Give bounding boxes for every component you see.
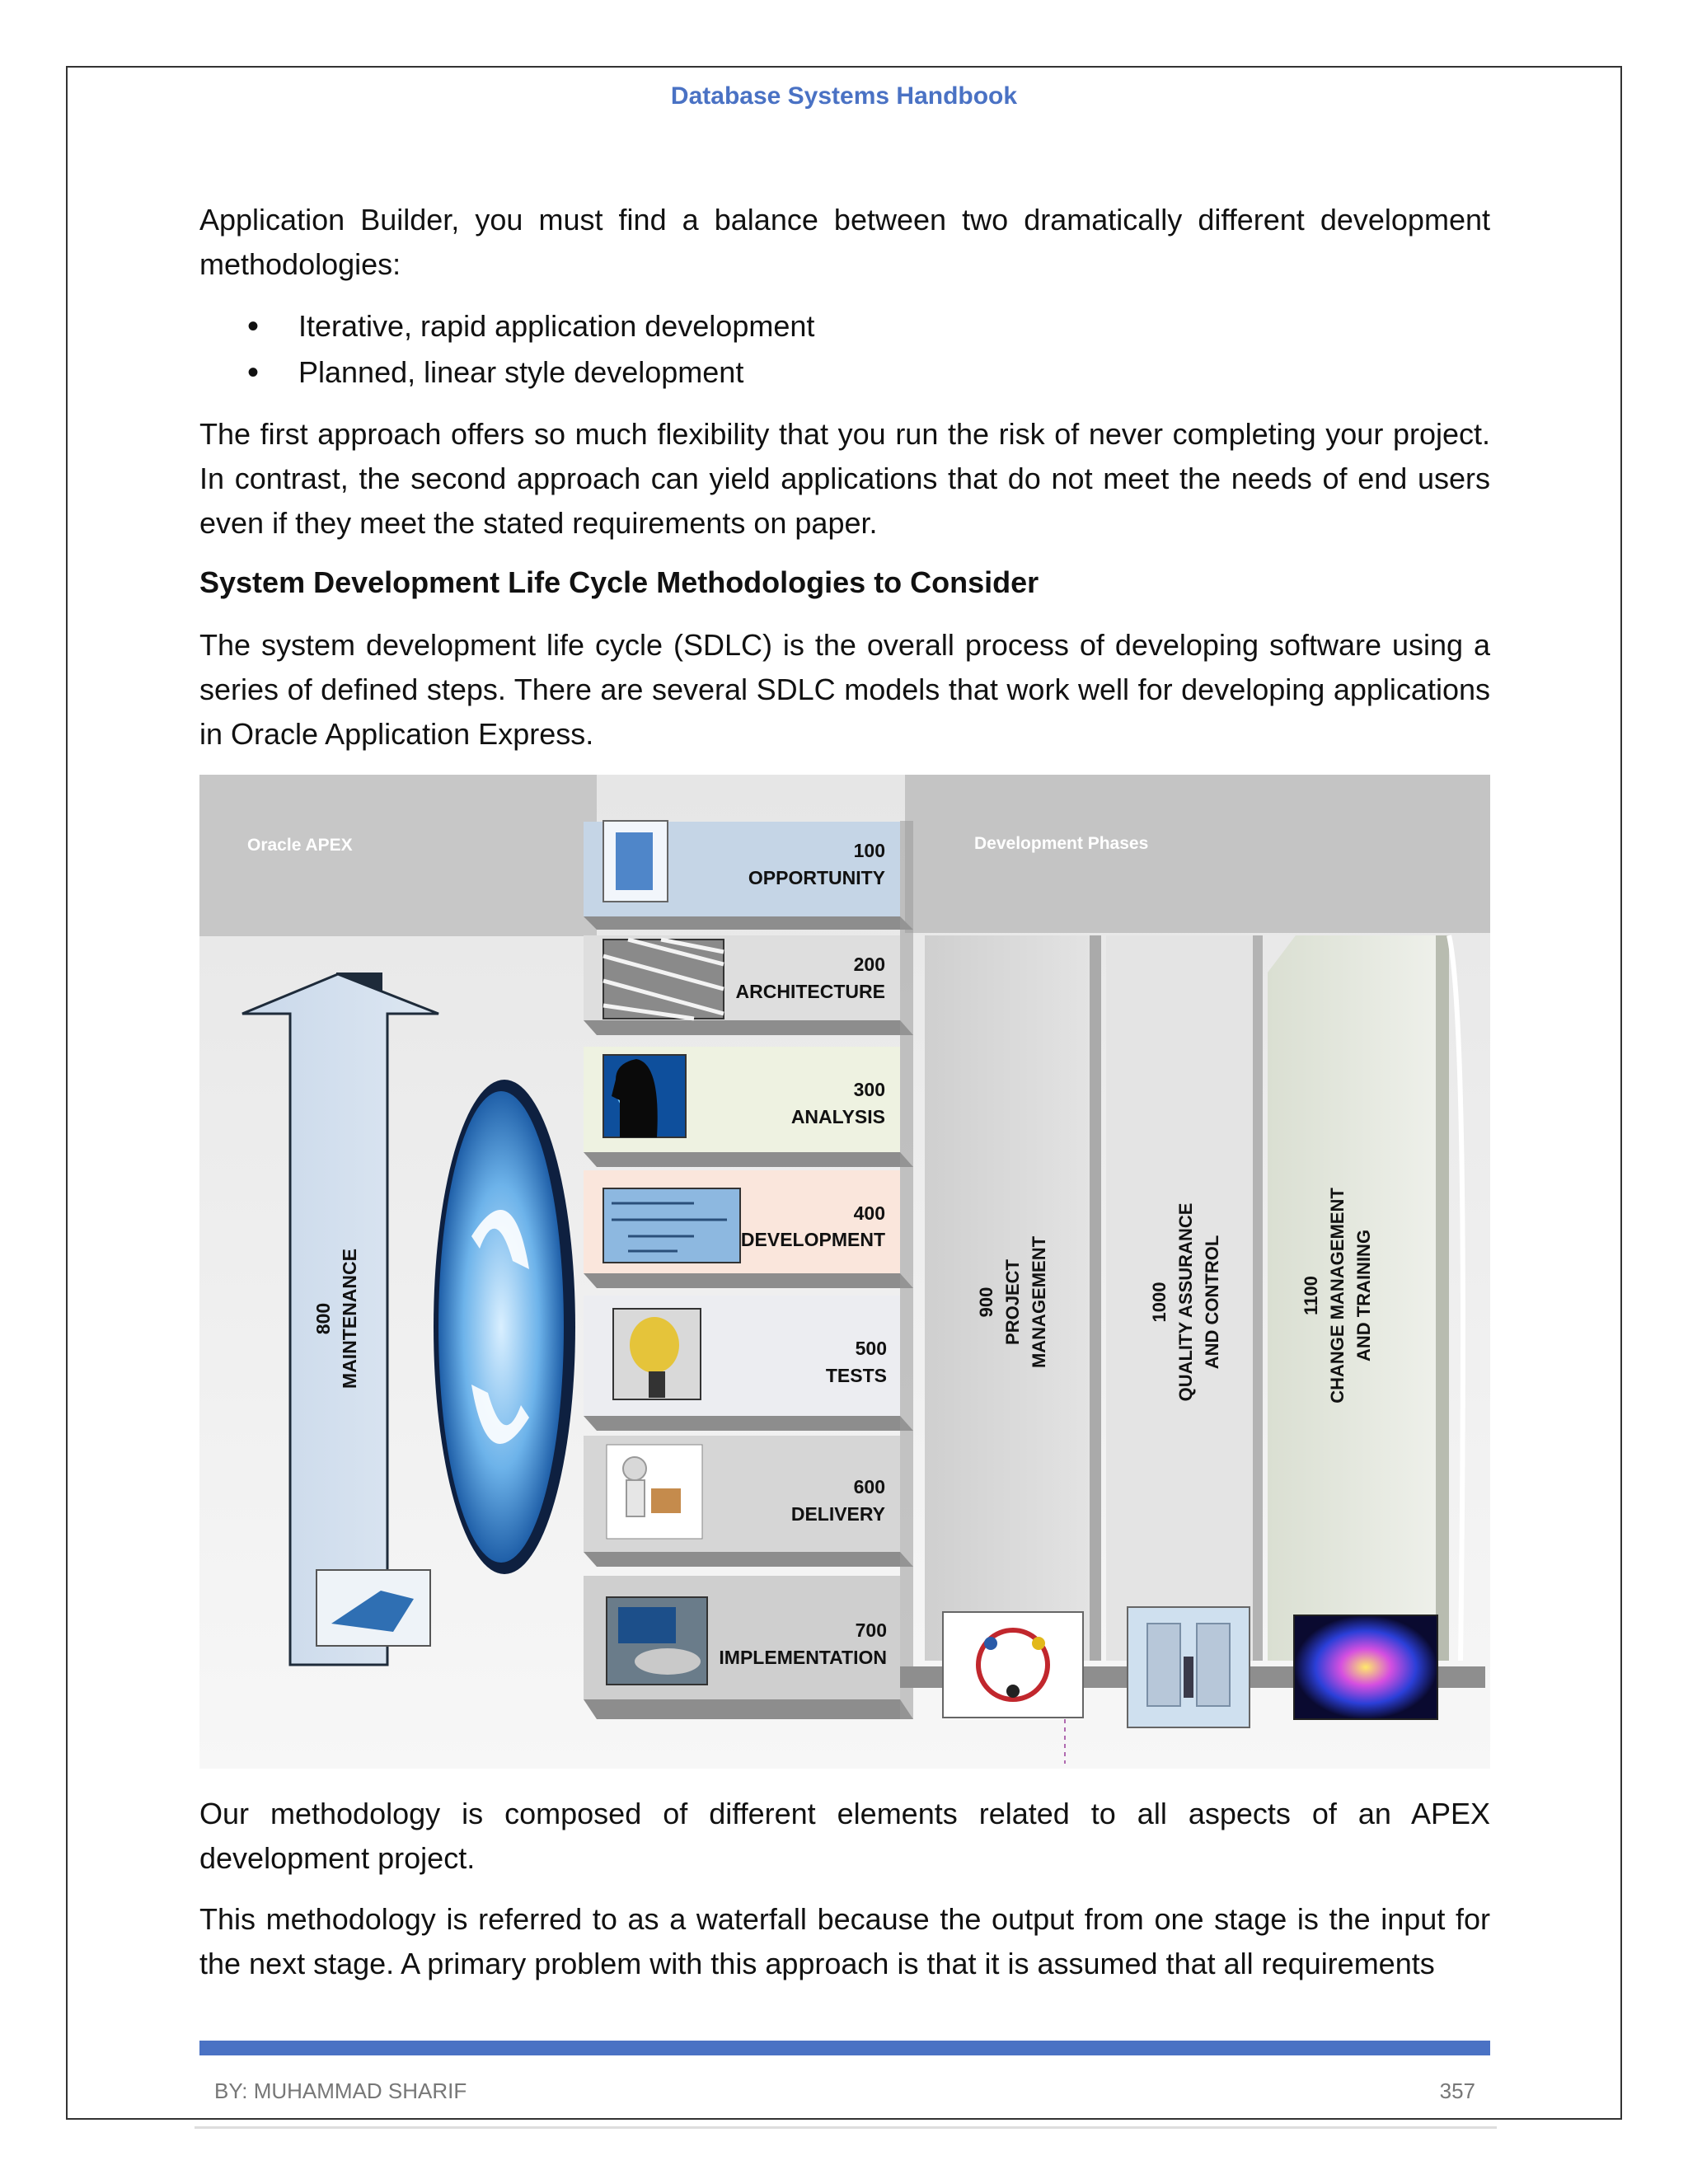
package-box [651,1488,681,1513]
step-600-number: 600 [853,1476,885,1497]
step-600-label: DELIVERY [790,1503,885,1525]
pillar-1100 [1268,935,1463,1719]
team-member [1032,1637,1045,1650]
page-header-title: Database Systems Handbook [670,82,1018,110]
development-phases-header-bar [905,775,1490,933]
team-member [1006,1685,1020,1698]
oracle-apex-header-label: Oracle APEX [247,836,353,855]
step-300-label: ANALYSIS [790,1106,885,1127]
light-burst-icon [1294,1615,1437,1719]
section-heading: System Development Life Cycle Methodologies to Consider [199,565,1039,599]
step-box-500 [584,1296,913,1431]
bottom-divider [195,2126,1497,2129]
bullet-item: • Iterative, rapid application development [199,303,1490,349]
team-member [984,1637,997,1650]
paragraph-2-text: The system development life cycle (SDLC) is the overall process of developing software using a series of defined steps. There are several SDLC models that work well for developing applications in Oracle Application Express. [199,628,1490,751]
paragraph-3 [199,1792,1490,1881]
paragraph-4-text: This methodology is referred to as a waterfall because the output from one stage is the input for the next stage. A primary problem with this approach is that it is assumed that all requirements [199,1902,1490,1980]
door-panel [616,832,653,890]
paragraph-4 [199,1897,1490,1986]
footer-rule [199,2041,1490,2055]
step-200-label: ARCHITECTURE [735,981,885,1002]
pillar-900-label-2: MANAGEMENT [1029,1235,1049,1369]
step-box-200 [584,935,913,1035]
pillar-1100-body [1268,935,1436,1661]
step-box-300 [584,1047,913,1167]
pillar-900-label-1: PROJECT [1002,1259,1023,1345]
step-500-number: 500 [855,1338,887,1359]
pillar-1000 [1106,935,1263,1727]
person-head [623,1457,646,1480]
laptop-screen [618,1607,676,1643]
pillar-900 [925,935,1101,1764]
development-phases-header-label: Development Phases [974,834,1149,853]
step-100-label: OPPORTUNITY [748,867,885,888]
maintenance-label: MAINTENANCE [339,1249,360,1389]
intro-text: Application Builder, you must find a balance between two dramatically different development methodologies: [199,203,1490,281]
steps-column-shadow [900,821,913,1719]
step-700-label: IMPLEMENTATION [719,1647,887,1668]
intro-paragraph [199,198,1490,287]
pillar-1100-label-2: AND TRAINING [1353,1229,1374,1362]
step-700-number: 700 [855,1619,887,1641]
sdlc-diagram [199,775,1490,1769]
step-box-400 [584,1170,913,1288]
oracle-apex-header-bar [199,775,597,936]
maintenance-number: 800 [312,1302,334,1335]
step-200-number: 200 [853,954,885,975]
methodology-bullet-list [199,303,1490,396]
dummy-neck [649,1371,665,1398]
paragraph-1 [199,412,1490,546]
footer-page-number: 357 [1439,2079,1475,2103]
step-box-100 [584,821,913,930]
step-400-label: DEVELOPMENT [740,1229,885,1250]
paragraph-2 [199,623,1490,757]
person-body [626,1480,645,1516]
pillar-900-number: 900 [976,1286,996,1318]
footer-author: BY: MUHAMMAD SHARIF [214,2079,467,2103]
sdlc-diagram-svg [199,775,1490,1769]
step-400-number: 400 [853,1202,885,1224]
step-box-600 [584,1436,913,1567]
pillar-1000-number: 1000 [1149,1282,1170,1323]
pillar-1000-side [1253,935,1263,1661]
book-figure [1184,1657,1193,1698]
pillar-1100-label-1: CHANGE MANAGEMENT [1327,1188,1348,1404]
book-page-right [1197,1624,1230,1706]
step-box-700 [584,1576,913,1719]
paragraph-3-text: Our methodology is composed of different elements related to all aspects of an APEX development project. [199,1797,1490,1875]
mouse-shape [635,1648,701,1675]
paragraph-1-text: The first approach offers so much flexibility that you run the risk of never completing your project. In contrast, the second approach can yield applications that do not meet the needs of end users even if they meet the stated requirements on paper. [199,417,1490,540]
step-100-number: 100 [853,840,885,861]
cycle-orb-icon [434,1080,575,1574]
dummy-head [630,1317,679,1373]
pillar-1000-label-2: AND CONTROL [1202,1235,1222,1370]
pillar-900-side [1090,935,1101,1661]
pillar-1100-number: 1100 [1301,1276,1321,1315]
book-page-left [1147,1624,1180,1706]
bullet-item: • Planned, linear style development [199,349,1490,396]
pillar-1100-side [1436,935,1449,1661]
pillar-1000-label-1: QUALITY ASSURANCE [1175,1202,1196,1402]
step-500-label: TESTS [825,1365,887,1386]
step-300-number: 300 [853,1079,885,1100]
